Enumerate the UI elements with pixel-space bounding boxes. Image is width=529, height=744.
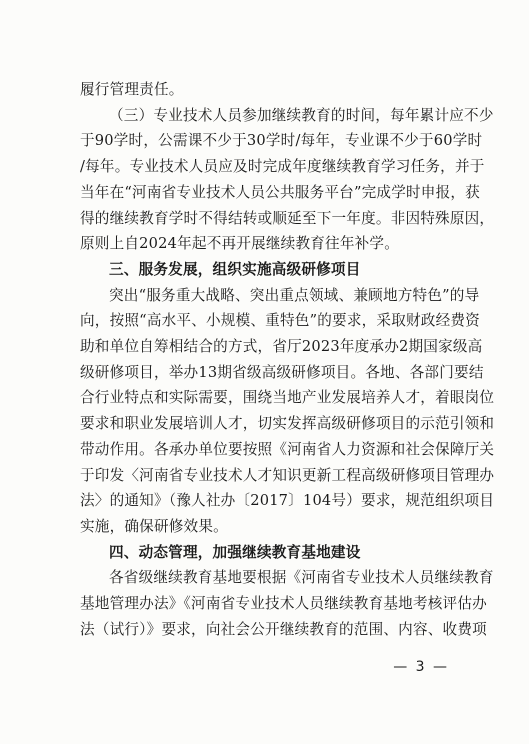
- section-heading: 三、服务发展，组织实施高级研修项目: [109, 260, 361, 278]
- text-line: 要求和职业发展培训人才，切实发挥高级研修项目的示范引领和: [80, 415, 495, 433]
- page-number: — 3 —: [393, 659, 449, 675]
- text-line: 助和单位自筹相结合的方式，省厅2023年度承办2期国家级高: [80, 338, 483, 355]
- text-line: 法（试行）》要求，向社会公开继续教育的范围、内容、收费项: [80, 620, 487, 638]
- text-line: 向，按照“高水平、小规模、重特色”的要求，采取财政经费资: [80, 312, 480, 330]
- text-line: 于90学时，公需课不少于30学时/每年，专业课不少于60学时: [80, 132, 483, 150]
- text-line: 各省级继续教育基地要根据《河南省专业技术人员继续教育: [109, 569, 494, 587]
- text-line: 基地管理办法》《河南省专业技术人员继续教育基地考核评估办: [80, 595, 487, 612]
- text-line: 合行业特点和实际需要，围绕当地产业发展培养人才，着眼岗位: [80, 389, 495, 407]
- text-line: 当年在“河南省专业技术人员公共服务平台”完成学时申报，获: [80, 183, 480, 201]
- text-line: /每年。专业技术人员应及时完成年度继续教育学习任务，并于: [80, 158, 485, 176]
- text-line: 法〉的通知》（豫人社办〔2017〕104号）要求，规范组织项目: [80, 492, 495, 510]
- text-line: 级研修项目，举办13期省级高级研修项目。各地、各部门要结: [80, 363, 484, 381]
- text-line: 得的继续教育学时不得结转或顺延至下一年度。非因特殊原因，: [80, 209, 495, 227]
- text-line: 实施，确保研修效果。: [80, 517, 228, 535]
- text-line: （三）专业技术人员参加继续教育的时间，每年累计应不少: [109, 106, 494, 124]
- text-line: 突出“服务重大战略、突出重点领域、兼顾地方特色”的导: [109, 286, 480, 304]
- text-line: 带动作用。各承办单位要按照《河南省人力资源和社会保障厅关: [80, 440, 495, 458]
- text-line: 履行管理责任。: [80, 81, 184, 98]
- text-line: 原则上自2024年起不再开展继续教育往年补学。: [80, 235, 400, 253]
- text-line: 于印发〈河南省专业技术人才知识更新工程高级研修项目管理办: [80, 466, 495, 484]
- section-heading: 四、动态管理，加强继续教育基地建设: [109, 543, 361, 561]
